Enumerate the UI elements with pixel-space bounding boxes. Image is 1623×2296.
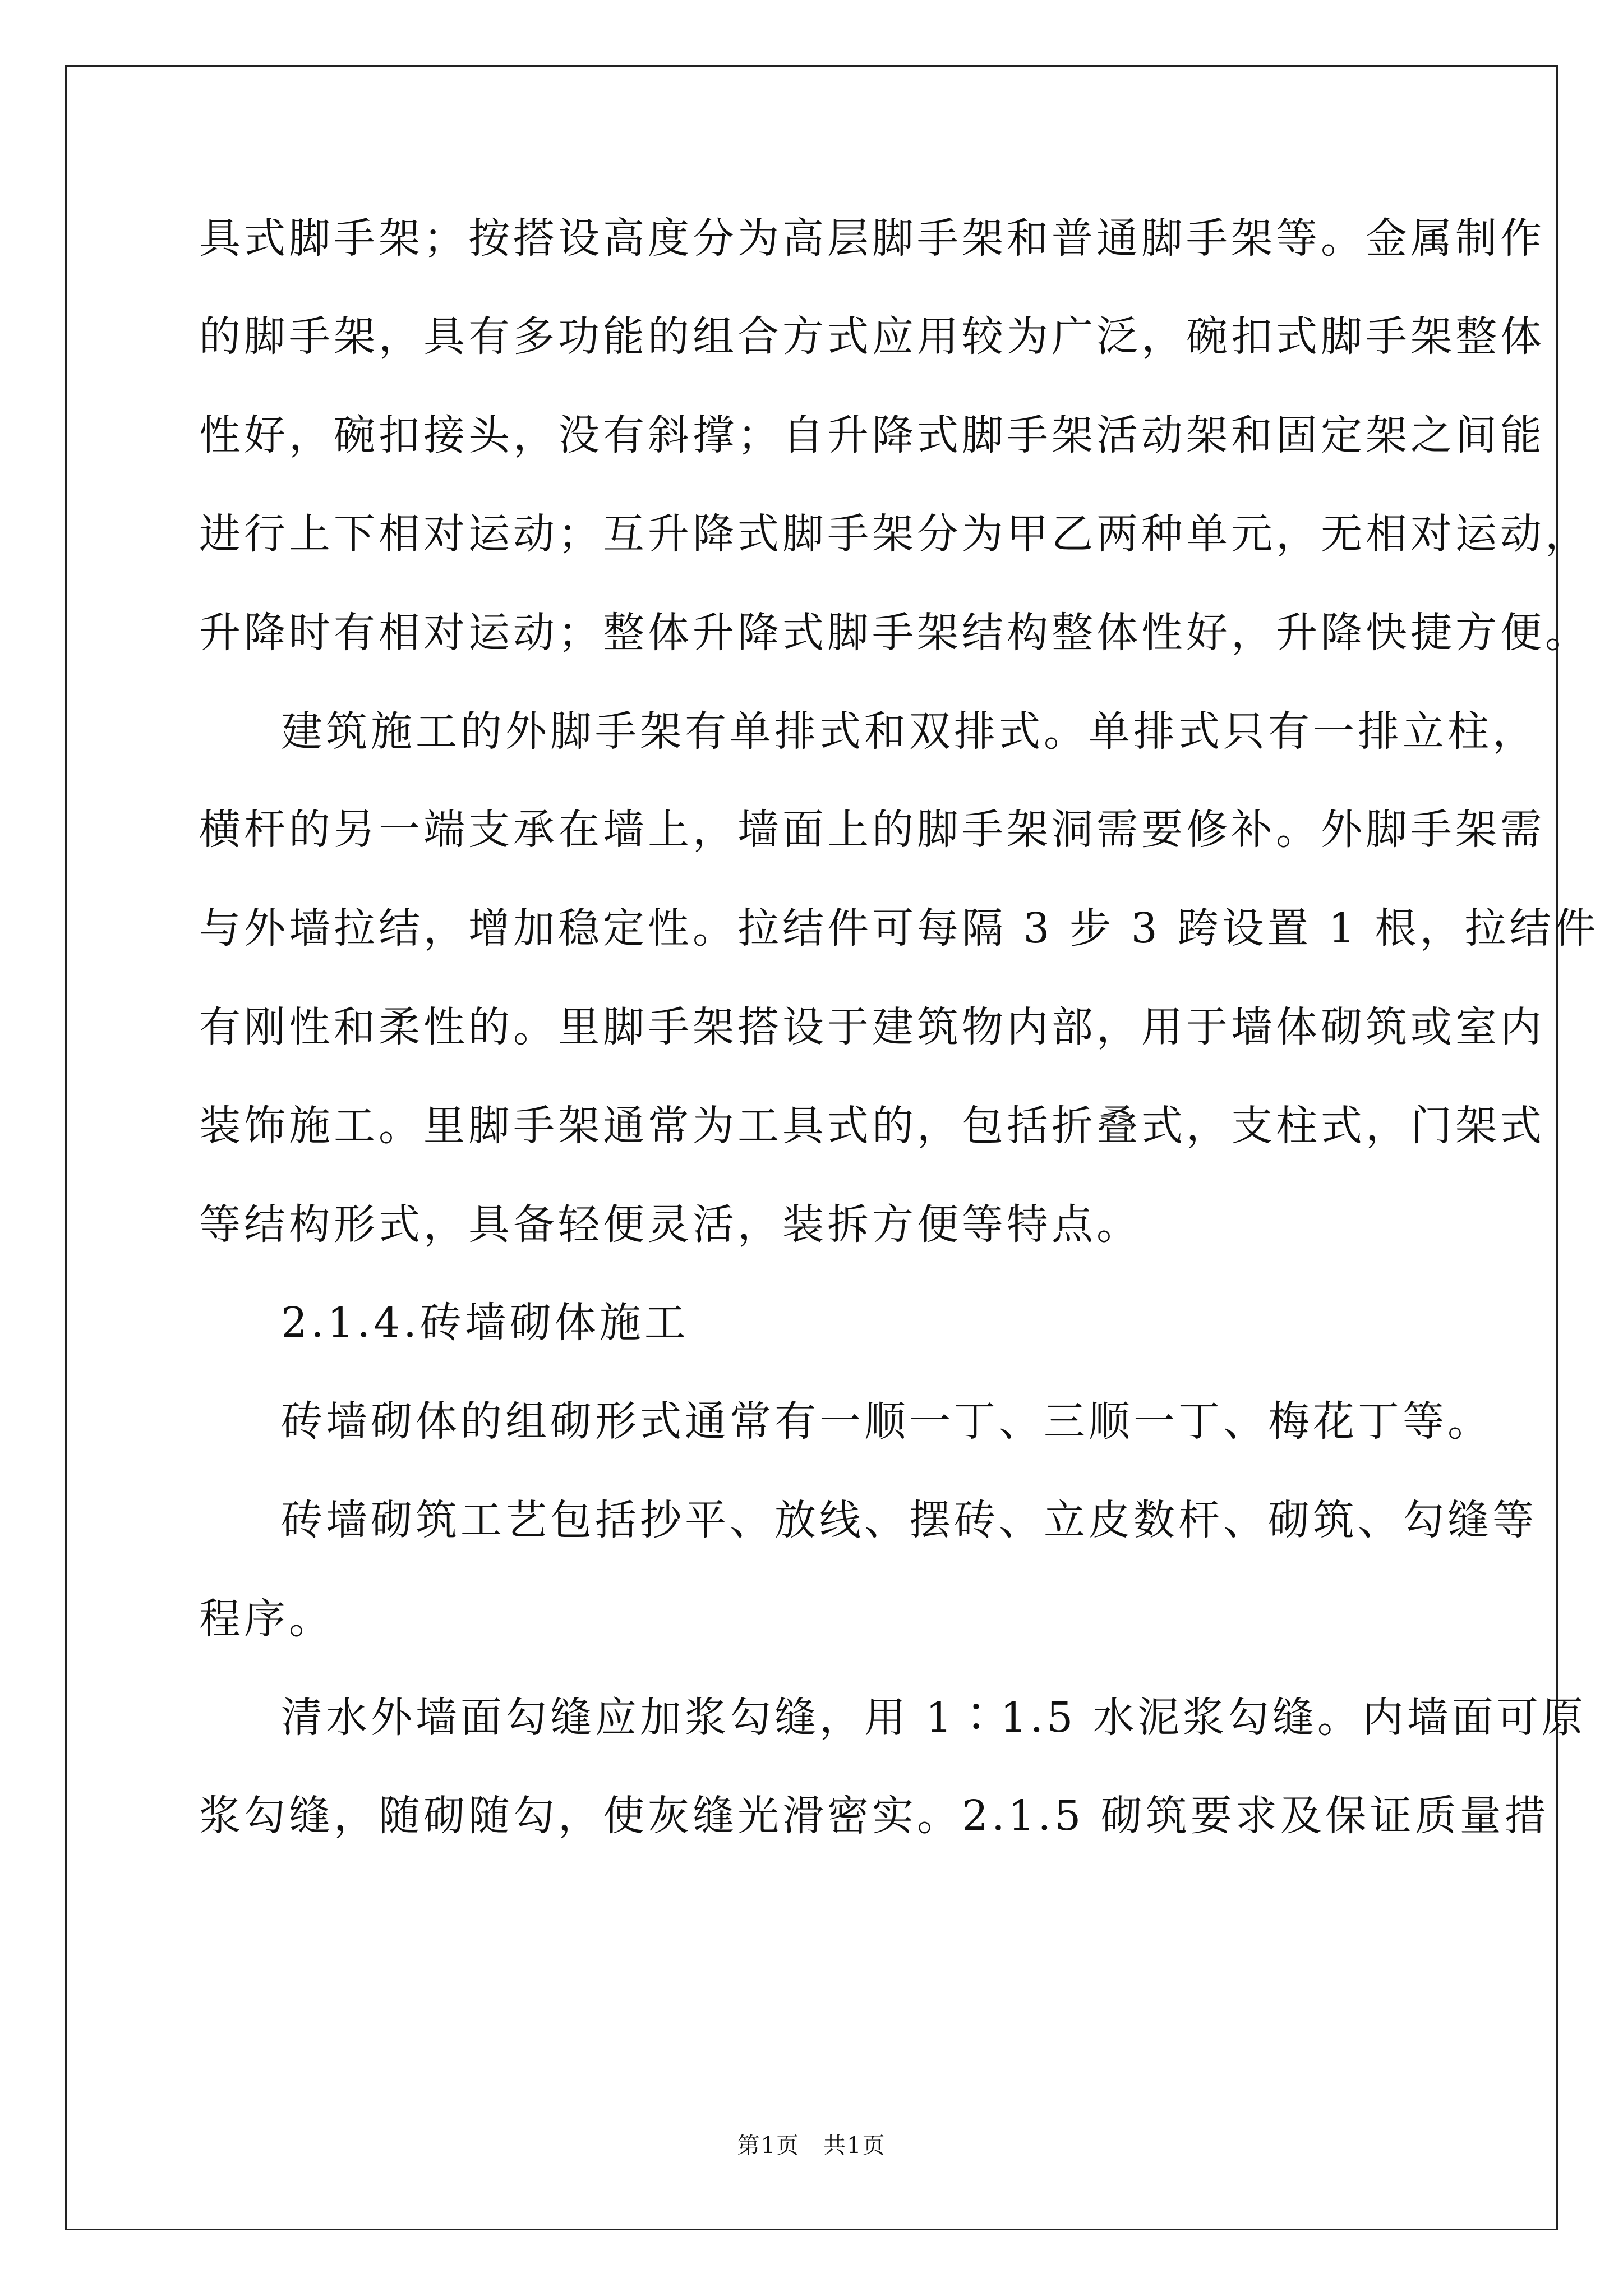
paragraph-first-line: 清水外墙面勾缝应加浆勾缝，用 1∶1.5 水泥浆勾缝。内墙面可原 [281,1694,1587,1742]
text-line: 与外墙拉结，增加稳定性。拉结件可每隔 3 步 3 跨设置 1 根，拉结件 [199,904,1599,953]
text-line: 性好，碗扣接头，没有斜撑；自升降式脚手架活动架和固定架之间能 [199,411,1545,459]
text-line: 进行上下相对运动；互升降式脚手架分为甲乙两种单元，无相对运动， [199,510,1590,558]
text-line: 装饰施工。里脚手架通常为工具式的，包括折叠式，支柱式，门架式 [199,1102,1545,1150]
page-number-footer: 第1页 共1页 [737,2133,886,2159]
paragraph-first-line: 砖墙砌体的组砌形式通常有一顺一丁、三顺一丁、梅花丁等。 [281,1397,1492,1446]
section-heading: 2.1.4.砖墙砌体施工 [281,1299,689,1347]
paragraph-first-line: 建筑施工的外脚手架有单排式和双排式。单排式只有一排立柱， [281,707,1537,756]
text-line: 浆勾缝，随砌随勾，使灰缝光滑密实。2.1.5 砌筑要求及保证质量措 [199,1792,1550,1840]
text-line: 具式脚手架；按搭设高度分为高层脚手架和普通脚手架等。金属制作 [199,214,1545,263]
text-line: 等结构形式，具备轻便灵活，装拆方便等特点。 [199,1200,1141,1249]
text-line: 升降时有相对运动；整体升降式脚手架结构整体性好，升降快捷方便。 [199,609,1590,657]
text-line: 的脚手架，具有多功能的组合方式应用较为广泛，碗扣式脚手架整体 [199,312,1545,361]
text-line: 有刚性和柔性的。里脚手架搭设于建筑物内部，用于墙体砌筑或室内 [199,1003,1545,1051]
text-line: 程序。 [199,1595,334,1643]
text-line: 横杆的另一端支承在墙上，墙面上的脚手架洞需要修补。外脚手架需 [199,806,1545,854]
paragraph-first-line: 砖墙砌筑工艺包括抄平、放线、摆砖、立皮数杆、砌筑、勾缝等 [281,1496,1537,1544]
